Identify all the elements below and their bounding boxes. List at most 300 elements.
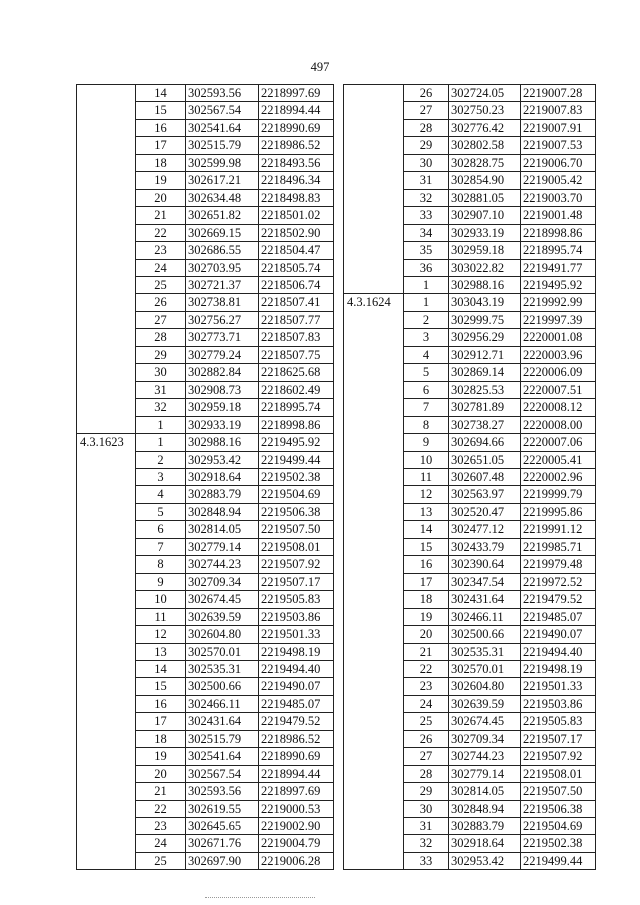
table-row (344, 207, 596, 224)
table-row (77, 451, 334, 468)
table-row (344, 381, 596, 398)
table-row (344, 311, 596, 328)
x-coordinate-cell: 302617.21 (186, 172, 259, 189)
table-row (344, 748, 596, 765)
y-coordinate-cell: 2218986.52 (259, 730, 334, 747)
x-coordinate-cell: 302570.01 (449, 660, 521, 677)
point-number-cell: 26 (404, 85, 449, 102)
y-coordinate-cell: 2218986.52 (259, 137, 334, 154)
point-number-cell: 18 (136, 154, 186, 171)
section-id-cell (77, 276, 136, 293)
table-row (344, 119, 596, 136)
point-number-cell: 26 (404, 730, 449, 747)
point-number-cell: 18 (404, 591, 449, 608)
point-number-cell: 28 (404, 765, 449, 782)
point-number-cell: 31 (404, 172, 449, 189)
y-coordinate-cell: 2219507.17 (259, 573, 334, 590)
point-number-cell: 36 (404, 259, 449, 276)
x-coordinate-cell: 302999.75 (449, 311, 521, 328)
y-coordinate-cell: 2219494.40 (521, 643, 596, 660)
y-coordinate-cell: 2218504.47 (259, 242, 334, 259)
coordinates-table-right (343, 84, 596, 870)
y-coordinate-cell: 2219506.38 (521, 800, 596, 817)
x-coordinate-cell: 302567.54 (186, 765, 259, 782)
section-id-cell (77, 294, 136, 311)
x-coordinate-cell: 302466.11 (186, 695, 259, 712)
x-coordinate-cell: 302709.34 (449, 730, 521, 747)
section-id-cell (77, 835, 136, 852)
point-number-cell: 15 (136, 678, 186, 695)
point-number-cell: 3 (136, 468, 186, 485)
table-row (77, 573, 334, 590)
point-number-cell: 10 (136, 591, 186, 608)
section-id-cell (344, 154, 404, 171)
y-coordinate-cell: 2219508.01 (521, 765, 596, 782)
x-coordinate-cell: 302634.48 (186, 189, 259, 206)
point-number-cell: 25 (404, 713, 449, 730)
x-coordinate-cell: 302567.54 (186, 102, 259, 119)
x-coordinate-cell: 302882.84 (186, 364, 259, 381)
point-number-cell: 33 (404, 207, 449, 224)
coordinates-table-left (76, 84, 334, 870)
table-row (344, 259, 596, 276)
x-coordinate-cell: 302500.66 (449, 626, 521, 643)
point-number-cell: 3 (404, 329, 449, 346)
y-coordinate-cell: 2218998.86 (259, 416, 334, 433)
x-coordinate-cell: 302541.64 (186, 119, 259, 136)
table-row (344, 276, 596, 293)
table-row (77, 730, 334, 747)
point-number-cell: 2 (404, 311, 449, 328)
point-number-cell: 6 (404, 381, 449, 398)
y-coordinate-cell: 2219507.17 (521, 730, 596, 747)
section-id-cell (77, 259, 136, 276)
section-id-cell (344, 835, 404, 852)
section-id-cell (344, 486, 404, 503)
section-id-cell (77, 556, 136, 573)
y-coordinate-cell: 2219007.28 (521, 85, 596, 102)
x-coordinate-cell: 302347.54 (449, 573, 521, 590)
y-coordinate-cell: 2220001.08 (521, 329, 596, 346)
point-number-cell: 7 (136, 538, 186, 555)
x-coordinate-cell: 302959.18 (186, 399, 259, 416)
y-coordinate-cell: 2220006.09 (521, 364, 596, 381)
point-number-cell: 27 (404, 102, 449, 119)
point-number-cell: 27 (136, 311, 186, 328)
section-id-cell (344, 713, 404, 730)
x-coordinate-cell: 302738.81 (186, 294, 259, 311)
point-number-cell: 32 (136, 399, 186, 416)
y-coordinate-cell: 2219503.86 (521, 695, 596, 712)
x-coordinate-cell: 302599.98 (186, 154, 259, 171)
y-coordinate-cell: 2219006.28 (259, 852, 334, 869)
table-row (77, 434, 334, 451)
x-coordinate-cell: 302431.64 (449, 591, 521, 608)
y-coordinate-cell: 2219499.44 (259, 451, 334, 468)
x-coordinate-cell: 302814.05 (449, 783, 521, 800)
section-id-cell (77, 818, 136, 835)
y-coordinate-cell: 2219991.12 (521, 521, 596, 538)
y-coordinate-cell: 2220005.41 (521, 451, 596, 468)
point-number-cell: 33 (404, 852, 449, 869)
table-row (77, 695, 334, 712)
y-coordinate-cell: 2219505.83 (521, 713, 596, 730)
point-number-cell: 32 (404, 189, 449, 206)
table-row (344, 818, 596, 835)
table-row (344, 573, 596, 590)
y-coordinate-cell: 2219490.07 (521, 626, 596, 643)
table-row (344, 294, 596, 311)
table-row (344, 364, 596, 381)
x-coordinate-cell: 302669.15 (186, 224, 259, 241)
x-coordinate-cell: 302773.71 (186, 329, 259, 346)
section-id-cell (77, 503, 136, 520)
section-id-cell (344, 364, 404, 381)
x-coordinate-cell: 302703.95 (186, 259, 259, 276)
table-row (344, 835, 596, 852)
x-coordinate-cell: 302908.73 (186, 381, 259, 398)
y-coordinate-cell: 2219000.53 (259, 800, 334, 817)
y-coordinate-cell: 2219006.70 (521, 154, 596, 171)
x-coordinate-cell: 302639.59 (186, 608, 259, 625)
point-number-cell: 8 (136, 556, 186, 573)
x-coordinate-cell: 302651.05 (449, 451, 521, 468)
y-coordinate-cell: 2218496.34 (259, 172, 334, 189)
point-number-cell: 17 (136, 713, 186, 730)
y-coordinate-cell: 2218997.69 (259, 85, 334, 102)
point-number-cell: 4 (136, 486, 186, 503)
point-number-cell: 32 (404, 835, 449, 852)
x-coordinate-cell: 302433.79 (449, 538, 521, 555)
section-id-cell (344, 137, 404, 154)
y-coordinate-cell: 2219491.77 (521, 259, 596, 276)
section-id-cell (77, 730, 136, 747)
y-coordinate-cell: 2218502.90 (259, 224, 334, 241)
section-id-cell (344, 765, 404, 782)
y-coordinate-cell: 2219507.92 (259, 556, 334, 573)
section-id-cell (344, 626, 404, 643)
table-row (77, 591, 334, 608)
x-coordinate-cell: 302563.97 (449, 486, 521, 503)
table-row (77, 85, 334, 102)
section-id-cell (344, 434, 404, 451)
x-coordinate-cell: 302639.59 (449, 695, 521, 712)
table-row (344, 416, 596, 433)
point-number-cell: 9 (404, 434, 449, 451)
point-number-cell: 11 (404, 468, 449, 485)
table-row (344, 346, 596, 363)
section-id-cell (77, 381, 136, 398)
table-row (344, 608, 596, 625)
y-coordinate-cell: 2218507.75 (259, 346, 334, 363)
table-row (344, 678, 596, 695)
section-id-cell: 4.3.1624 (344, 294, 404, 311)
x-coordinate-cell: 303022.82 (449, 259, 521, 276)
point-number-cell: 17 (404, 573, 449, 590)
table-row (77, 137, 334, 154)
x-coordinate-cell: 302883.79 (449, 818, 521, 835)
section-id-cell (77, 189, 136, 206)
x-coordinate-cell: 302604.80 (186, 626, 259, 643)
section-id-cell (77, 451, 136, 468)
point-number-cell: 30 (404, 800, 449, 817)
point-number-cell: 16 (136, 119, 186, 136)
x-coordinate-cell: 302881.05 (449, 189, 521, 206)
section-id-cell (344, 678, 404, 695)
section-id-cell (77, 660, 136, 677)
table-row (344, 800, 596, 817)
point-number-cell: 15 (404, 538, 449, 555)
y-coordinate-cell: 2218994.44 (259, 765, 334, 782)
y-coordinate-cell: 2219002.90 (259, 818, 334, 835)
point-number-cell: 23 (136, 818, 186, 835)
table-row (344, 172, 596, 189)
table-row (77, 172, 334, 189)
point-number-cell: 21 (136, 207, 186, 224)
table-row (344, 538, 596, 555)
table-row (77, 346, 334, 363)
x-coordinate-cell: 302674.45 (449, 713, 521, 730)
y-coordinate-cell: 2219004.79 (259, 835, 334, 852)
table-row (344, 521, 596, 538)
table-row (77, 207, 334, 224)
y-coordinate-cell: 2220007.51 (521, 381, 596, 398)
x-coordinate-cell: 302883.79 (186, 486, 259, 503)
y-coordinate-cell: 2219494.40 (259, 660, 334, 677)
point-number-cell: 24 (136, 259, 186, 276)
x-coordinate-cell: 302918.64 (186, 468, 259, 485)
point-number-cell: 17 (136, 137, 186, 154)
y-coordinate-cell: 2219005.42 (521, 172, 596, 189)
table-row (77, 329, 334, 346)
section-id-cell (344, 119, 404, 136)
table-row (77, 364, 334, 381)
table-row (344, 626, 596, 643)
point-number-cell: 23 (404, 678, 449, 695)
table-row (344, 399, 596, 416)
point-number-cell: 1 (404, 276, 449, 293)
x-coordinate-cell: 302802.58 (449, 137, 521, 154)
point-number-cell: 31 (404, 818, 449, 835)
point-number-cell: 6 (136, 521, 186, 538)
table-row (344, 713, 596, 730)
table-row (77, 119, 334, 136)
x-coordinate-cell: 302500.66 (186, 678, 259, 695)
point-number-cell: 25 (136, 276, 186, 293)
section-id-cell (77, 102, 136, 119)
x-coordinate-cell: 302953.42 (449, 852, 521, 869)
table-row (77, 259, 334, 276)
x-coordinate-cell: 302607.48 (449, 468, 521, 485)
y-coordinate-cell: 2218998.86 (521, 224, 596, 241)
x-coordinate-cell: 302779.14 (186, 538, 259, 555)
point-number-cell: 5 (136, 503, 186, 520)
x-coordinate-cell: 302869.14 (449, 364, 521, 381)
table-row (344, 660, 596, 677)
point-number-cell: 21 (404, 643, 449, 660)
x-coordinate-cell: 303043.19 (449, 294, 521, 311)
y-coordinate-cell: 2219999.79 (521, 486, 596, 503)
x-coordinate-cell: 302535.31 (449, 643, 521, 660)
y-coordinate-cell: 2218990.69 (259, 119, 334, 136)
x-coordinate-cell: 302848.94 (186, 503, 259, 520)
x-coordinate-cell: 302694.66 (449, 434, 521, 451)
point-number-cell: 12 (404, 486, 449, 503)
x-coordinate-cell: 302825.53 (449, 381, 521, 398)
section-id-cell (77, 172, 136, 189)
table-row (344, 154, 596, 171)
table-row (77, 399, 334, 416)
point-number-cell: 8 (404, 416, 449, 433)
y-coordinate-cell: 2218493.56 (259, 154, 334, 171)
x-coordinate-cell: 302686.55 (186, 242, 259, 259)
y-coordinate-cell: 2218507.41 (259, 294, 334, 311)
point-number-cell: 12 (136, 626, 186, 643)
x-coordinate-cell: 302956.29 (449, 329, 521, 346)
table-row (344, 468, 596, 485)
section-id-cell (77, 713, 136, 730)
y-coordinate-cell: 2218498.83 (259, 189, 334, 206)
x-coordinate-cell: 302933.19 (449, 224, 521, 241)
section-id-cell (77, 783, 136, 800)
section-id-cell (77, 800, 136, 817)
section-id-cell (344, 573, 404, 590)
y-coordinate-cell: 2219490.07 (259, 678, 334, 695)
point-number-cell: 30 (136, 364, 186, 381)
section-id-cell (344, 276, 404, 293)
point-number-cell: 22 (404, 660, 449, 677)
section-id-cell (344, 503, 404, 520)
point-number-cell: 19 (136, 172, 186, 189)
y-coordinate-cell: 2218507.83 (259, 329, 334, 346)
x-coordinate-cell: 302645.65 (186, 818, 259, 835)
x-coordinate-cell: 302744.23 (449, 748, 521, 765)
x-coordinate-cell: 302466.11 (449, 608, 521, 625)
footer-scan-mark (205, 897, 315, 899)
y-coordinate-cell: 2219507.50 (259, 521, 334, 538)
page-number: 497 (310, 60, 330, 74)
point-number-cell: 2 (136, 451, 186, 468)
x-coordinate-cell: 302756.27 (186, 311, 259, 328)
table-row (77, 626, 334, 643)
table-row (77, 486, 334, 503)
y-coordinate-cell: 2219502.38 (521, 835, 596, 852)
section-id-cell (344, 468, 404, 485)
point-number-cell: 9 (136, 573, 186, 590)
y-coordinate-cell: 2220008.12 (521, 399, 596, 416)
point-number-cell: 29 (136, 346, 186, 363)
section-id-cell (77, 119, 136, 136)
section-id-cell (344, 783, 404, 800)
section-id-cell (77, 852, 136, 869)
section-id-cell (77, 137, 136, 154)
table-row (344, 503, 596, 520)
table-row (77, 800, 334, 817)
y-coordinate-cell: 2220002.96 (521, 468, 596, 485)
point-number-cell: 15 (136, 102, 186, 119)
point-number-cell: 24 (136, 835, 186, 852)
y-coordinate-cell: 2219499.44 (521, 852, 596, 869)
y-coordinate-cell: 2219507.50 (521, 783, 596, 800)
section-id-cell (77, 399, 136, 416)
x-coordinate-cell: 302918.64 (449, 835, 521, 852)
section-id-cell (344, 451, 404, 468)
x-coordinate-cell: 302828.75 (449, 154, 521, 171)
x-coordinate-cell: 302515.79 (186, 137, 259, 154)
section-id-cell (344, 800, 404, 817)
section-id-cell (77, 468, 136, 485)
x-coordinate-cell: 302515.79 (186, 730, 259, 747)
table-row (77, 818, 334, 835)
table-row (77, 102, 334, 119)
table-row (344, 329, 596, 346)
y-coordinate-cell: 2218505.74 (259, 259, 334, 276)
x-coordinate-cell: 302744.23 (186, 556, 259, 573)
x-coordinate-cell: 302953.42 (186, 451, 259, 468)
point-number-cell: 28 (136, 329, 186, 346)
x-coordinate-cell: 302541.64 (186, 748, 259, 765)
table-row (344, 486, 596, 503)
table-row (344, 189, 596, 206)
y-coordinate-cell: 2218990.69 (259, 748, 334, 765)
table-row (344, 224, 596, 241)
y-coordinate-cell: 2220003.96 (521, 346, 596, 363)
x-coordinate-cell: 302776.42 (449, 119, 521, 136)
y-coordinate-cell: 2219479.52 (259, 713, 334, 730)
x-coordinate-cell: 302593.56 (186, 85, 259, 102)
section-id-cell (344, 207, 404, 224)
y-coordinate-cell: 2219498.19 (521, 660, 596, 677)
section-id-cell (344, 224, 404, 241)
table-row (77, 713, 334, 730)
x-coordinate-cell: 302709.34 (186, 573, 259, 590)
x-coordinate-cell: 302750.23 (449, 102, 521, 119)
y-coordinate-cell: 2219504.69 (521, 818, 596, 835)
section-id-cell (344, 538, 404, 555)
section-id-cell (344, 852, 404, 869)
section-id-cell (77, 154, 136, 171)
y-coordinate-cell: 2218602.49 (259, 381, 334, 398)
y-coordinate-cell: 2218501.02 (259, 207, 334, 224)
y-coordinate-cell: 2218997.69 (259, 783, 334, 800)
x-coordinate-cell: 302520.47 (449, 503, 521, 520)
table-row (344, 434, 596, 451)
point-number-cell: 16 (404, 556, 449, 573)
section-id-cell (344, 521, 404, 538)
section-id-cell (344, 608, 404, 625)
point-number-cell: 18 (136, 730, 186, 747)
point-number-cell: 29 (404, 783, 449, 800)
x-coordinate-cell: 302477.12 (449, 521, 521, 538)
table-row (77, 311, 334, 328)
table-row (77, 783, 334, 800)
x-coordinate-cell: 302535.31 (186, 660, 259, 677)
table-row (77, 835, 334, 852)
y-coordinate-cell: 2219007.91 (521, 119, 596, 136)
table-row (344, 591, 596, 608)
point-number-cell: 1 (136, 416, 186, 433)
section-id-cell (77, 748, 136, 765)
x-coordinate-cell: 302779.24 (186, 346, 259, 363)
y-coordinate-cell: 2219507.92 (521, 748, 596, 765)
point-number-cell: 7 (404, 399, 449, 416)
x-coordinate-cell: 302959.18 (449, 242, 521, 259)
y-coordinate-cell: 2218507.77 (259, 311, 334, 328)
section-id-cell (344, 329, 404, 346)
point-number-cell: 35 (404, 242, 449, 259)
point-number-cell: 34 (404, 224, 449, 241)
x-coordinate-cell: 302619.55 (186, 800, 259, 817)
